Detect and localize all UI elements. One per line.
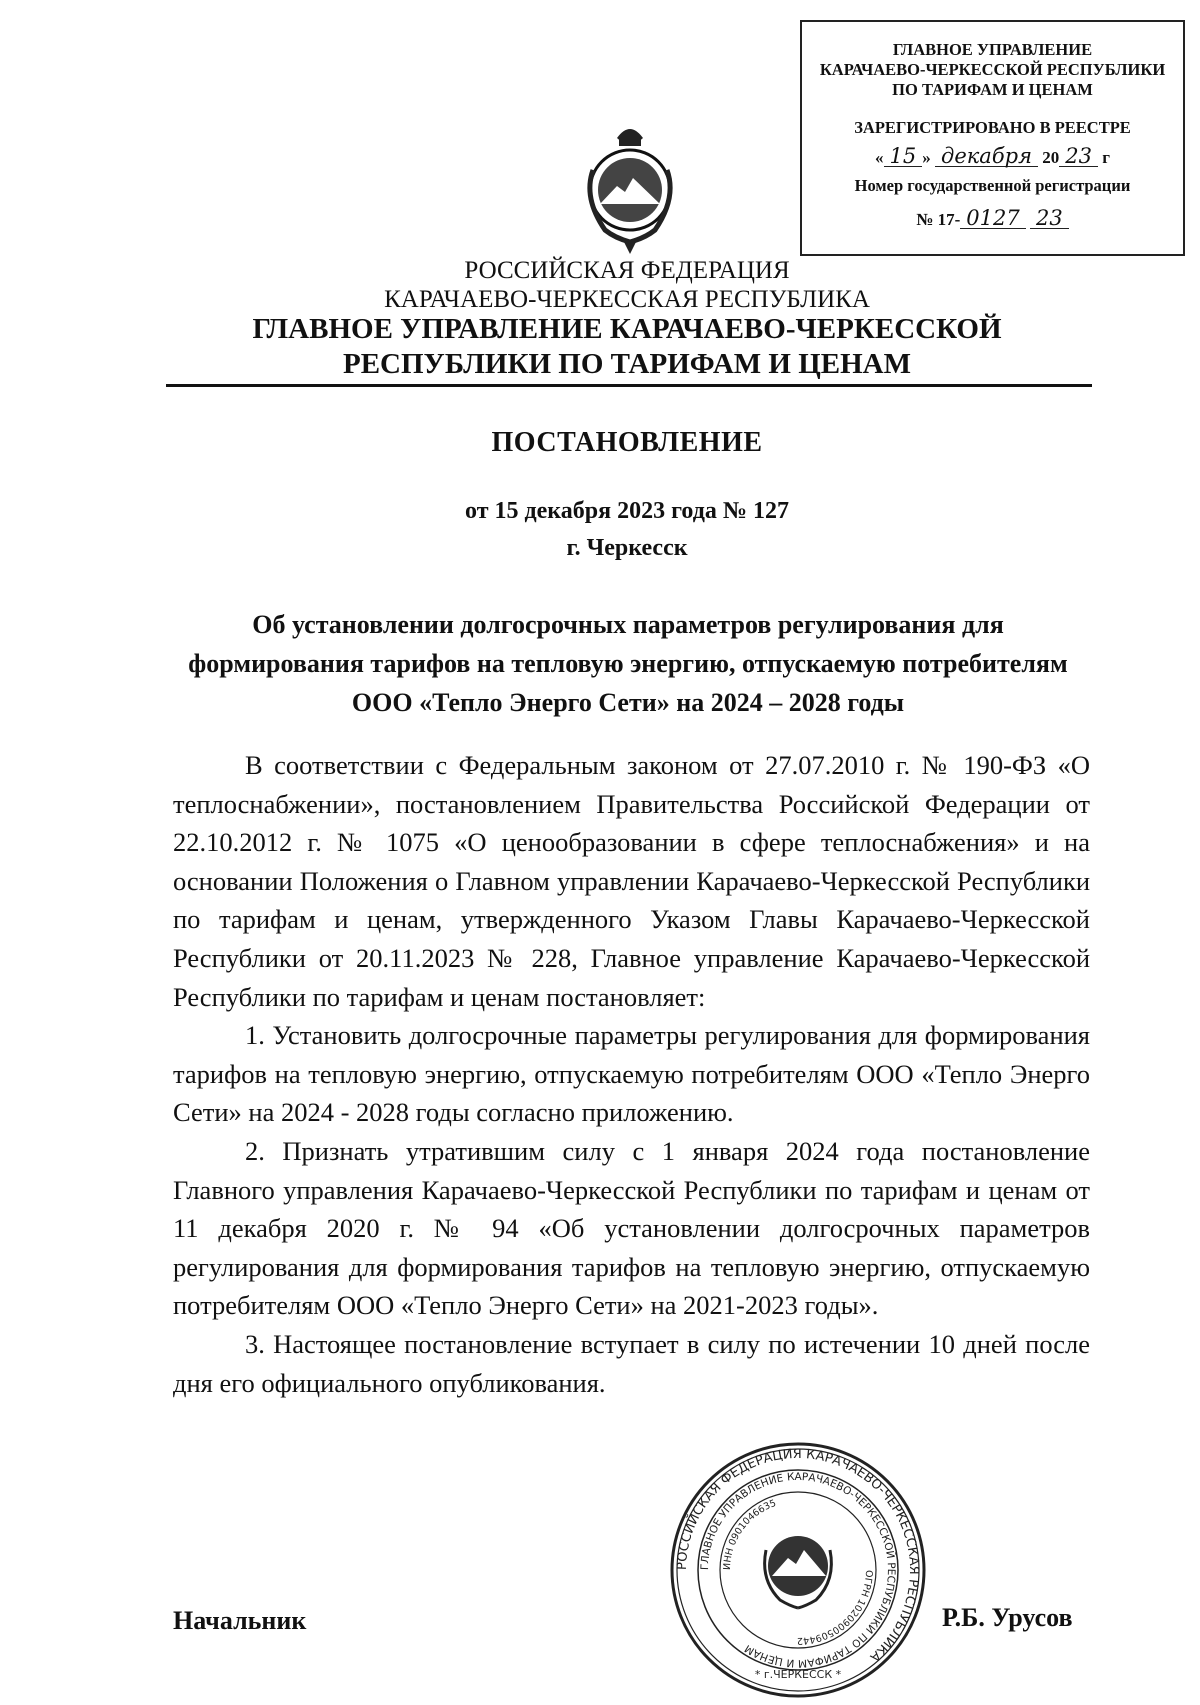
seal-outer-text: РОССИЙСКАЯ ФЕДЕРАЦИЯ КАРАЧАЕВО-ЧЕРКЕССКАЯ РЕСПУБЛИКА [674,1446,922,1665]
seal-city-text: * г.ЧЕРКЕССК * [754,1668,842,1681]
document-date-number: от 15 декабря 2023 года № 127 [465,498,789,524]
seal-ogrn-text: ОГРН 1020900509442 [796,1569,875,1647]
header-country: РОССИЙСКАЯ ФЕДЕРАЦИЯ [464,257,790,284]
header-republic: КАРАЧАЕВО-ЧЕРКЕССКАЯ РЕСПУБЛИКА [384,286,870,313]
stamp-regno-suffix: 23 [1030,208,1069,229]
stamp-line-3: ПО ТАРИФАМ И ЦЕНАМ [892,80,1093,99]
stamp-regno: № 17- 0127 23 [802,208,1183,230]
header-authority-line-1: ГЛАВНОЕ УПРАВЛЕНИЕ КАРАЧАЕВО-ЧЕРКЕССКОЙ [252,313,1002,345]
official-seal-icon [668,1440,928,1700]
seal-middle-text: ГЛАВНОЕ УПРАВЛЕНИЕ КАРАЧАЕВО-ЧЕРКЕССКОЙ РЕСПУБЛИКИ ПО ТАРИФАМ И ЦЕНАМ [698,1470,898,1670]
stamp-line-1: ГЛАВНОЕ УПРАВЛЕНИЕ [892,40,1093,59]
paragraph-item-2: 2. Признать утратившим силу с 1 января 2024 года постановление Главного управления Карачаево-Черкесской Республики по тарифам и ценам от 11 декабря 2020 г. № 94 «Об установлении долгосрочных параметров регулирования для формирования тарифов на тепловую энергию, отпускаемую потребителям ООО «Тепло Энерго Сети» на 2021-2023 годы». [173,1135,1090,1321]
header-authority-line-2: РЕСПУБЛИКИ ПО ТАРИФАМ И ЦЕНАМ [343,348,911,380]
paragraph-preamble: В соответствии с Федеральным законом от 27.07.2010 г. № 190-ФЗ «О теплоснабжении», постановлением Правительства Российской Федерации от 22.10.2012 г. № 1075 «О ценообразовании в сфере теплоснабжения» и на основании Положения о Главном управлении Карачаево-Черкесской Республики по тарифам и ценам, утвержденного Указом Главы Карачаево-Черкесской Республики от 20.11.2023 № 228, Главное управление Карачаево-Черкесской Республики по тарифам и ценам постановляет: [173,750,1090,1012]
signatory-position: Начальник [173,1606,307,1635]
signatory-name: Р.Б. Урусов [942,1603,1073,1632]
stamp-regno-label: Номер государственной регистрации [854,176,1131,195]
stamp-line-2: КАРАЧАЕВО-ЧЕРКЕССКОЙ РЕСПУБЛИКИ [819,60,1166,79]
document-body [173,746,1090,1402]
stamp-date-year: 23 [1059,146,1098,167]
header-divider [166,384,1092,387]
seal-inn-text: ИНН 0901046635 [721,1497,778,1571]
registration-stamp [800,20,1185,256]
stamp-regno-number: 0127 [960,208,1025,229]
stamp-date-month: декабря [935,146,1038,167]
document-subject: Об установлении долгосрочных параметров регулирования для формирования тарифов на тепловую энергию, отпускаемую потребителям ООО «Тепло Энерго Сети» на 2024 – 2028 годы [188,610,1068,717]
document-city: г. Черкесск [566,535,688,561]
paragraph-item-1: 1. Установить долгосрочные параметры регулирования для формирования тарифов на тепловую энергию, отпускаемую потребителям ООО «Тепло Энерго Сети» на 2024 - 2028 годы согласно приложению. [173,1020,1090,1128]
paragraph-item-3: 3. Настоящее постановление вступает в силу по истечении 10 дней после дня его официального опубликования. [173,1328,1090,1398]
stamp-date-day: 15 [884,146,923,167]
stamp-registered: ЗАРЕГИСТРИРОВАНО В РЕЕСТРЕ [854,118,1131,137]
coat-of-arms-icon [575,118,685,258]
stamp-date: « 15 » декабря 20 23 г [875,144,1110,168]
document-title: ПОСТАНОВЛЕНИЕ [491,427,763,458]
